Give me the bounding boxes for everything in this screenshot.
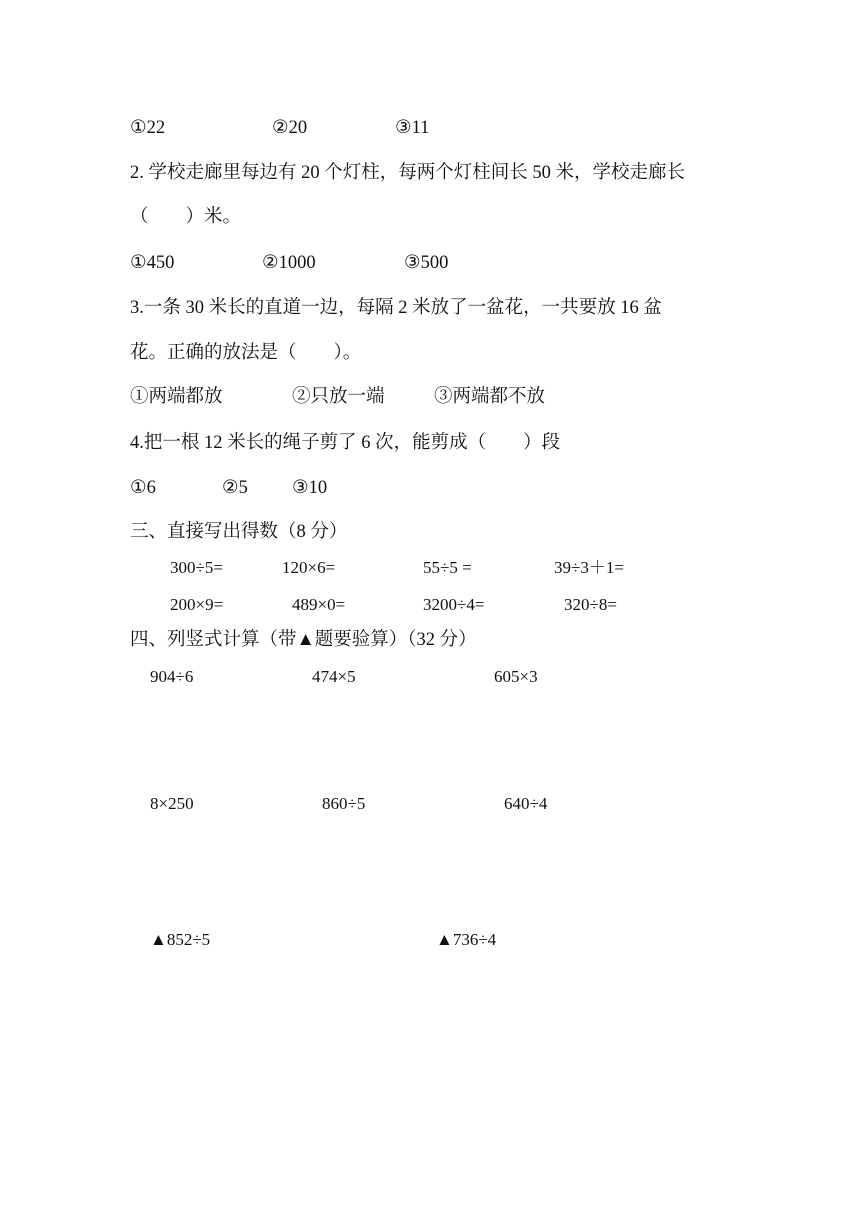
section4-heading: 四、列竖式计算（带▲题要验算）（32 分） — [130, 630, 477, 650]
section3-r1-c2: 120×6= — [282, 558, 336, 577]
section4-r2-c1: 8×250 — [150, 794, 194, 813]
q2-text-line1: 2. 学校走廊里每边有 20 个灯柱，每两个灯柱间长 50 米，学校走廊长 — [130, 163, 686, 183]
q3-option-1: ①两端都放 — [130, 387, 223, 407]
q1-option-2: ②20 — [272, 118, 308, 138]
q2-option-2: ②1000 — [262, 253, 316, 273]
section4-r2-c3: 640÷4 — [504, 794, 548, 813]
section4-r3-c1: ▲852÷5 — [150, 930, 211, 949]
q3-option-3: ③两端都不放 — [434, 387, 546, 407]
q4-option-2: ②5 — [222, 478, 248, 498]
q3-text-line1: 3.一条 30 米长的直道一边，每隔 2 米放了一盆花，一共要放 16 盆 — [130, 298, 662, 318]
q4-option-1: ①6 — [130, 478, 156, 498]
section3-r2-c3: 3200÷4= — [423, 595, 485, 614]
section3-r2-c4: 320÷8= — [564, 595, 617, 614]
q1-option-3: ③11 — [395, 118, 430, 138]
q1-option-1: ①22 — [130, 118, 166, 138]
q3-option-2: ②只放一端 — [292, 387, 385, 407]
q2-text-line2: （ ）米。 — [130, 207, 242, 227]
section4-r3-c2: ▲736÷4 — [436, 930, 497, 949]
section4-r1-c2: 474×5 — [312, 667, 356, 686]
section4-r1-c3: 605×3 — [494, 667, 538, 686]
q2-option-3: ③500 — [404, 253, 449, 273]
section3-r1-c3: 55÷5 = — [423, 558, 472, 577]
section3-heading: 三、直接写出得数（8 分） — [130, 522, 348, 542]
section3-r2-c2: 489×0= — [292, 595, 346, 614]
section3-r2-c1: 200×9= — [170, 595, 224, 614]
section3-r1-c4: 39÷3＋1= — [554, 558, 624, 577]
q4-text-line1: 4.把一根 12 米长的绳子剪了 6 次，能剪成（ ）段 — [130, 433, 561, 453]
section4-r1-c1: 904÷6 — [150, 667, 194, 686]
section4-r2-c2: 860÷5 — [322, 794, 366, 813]
section3-r1-c1: 300÷5= — [170, 558, 223, 577]
q3-text-line2: 花。正确的放法是（ ）。 — [130, 343, 362, 363]
q2-option-1: ①450 — [130, 253, 175, 273]
q4-option-3: ③10 — [292, 478, 328, 498]
